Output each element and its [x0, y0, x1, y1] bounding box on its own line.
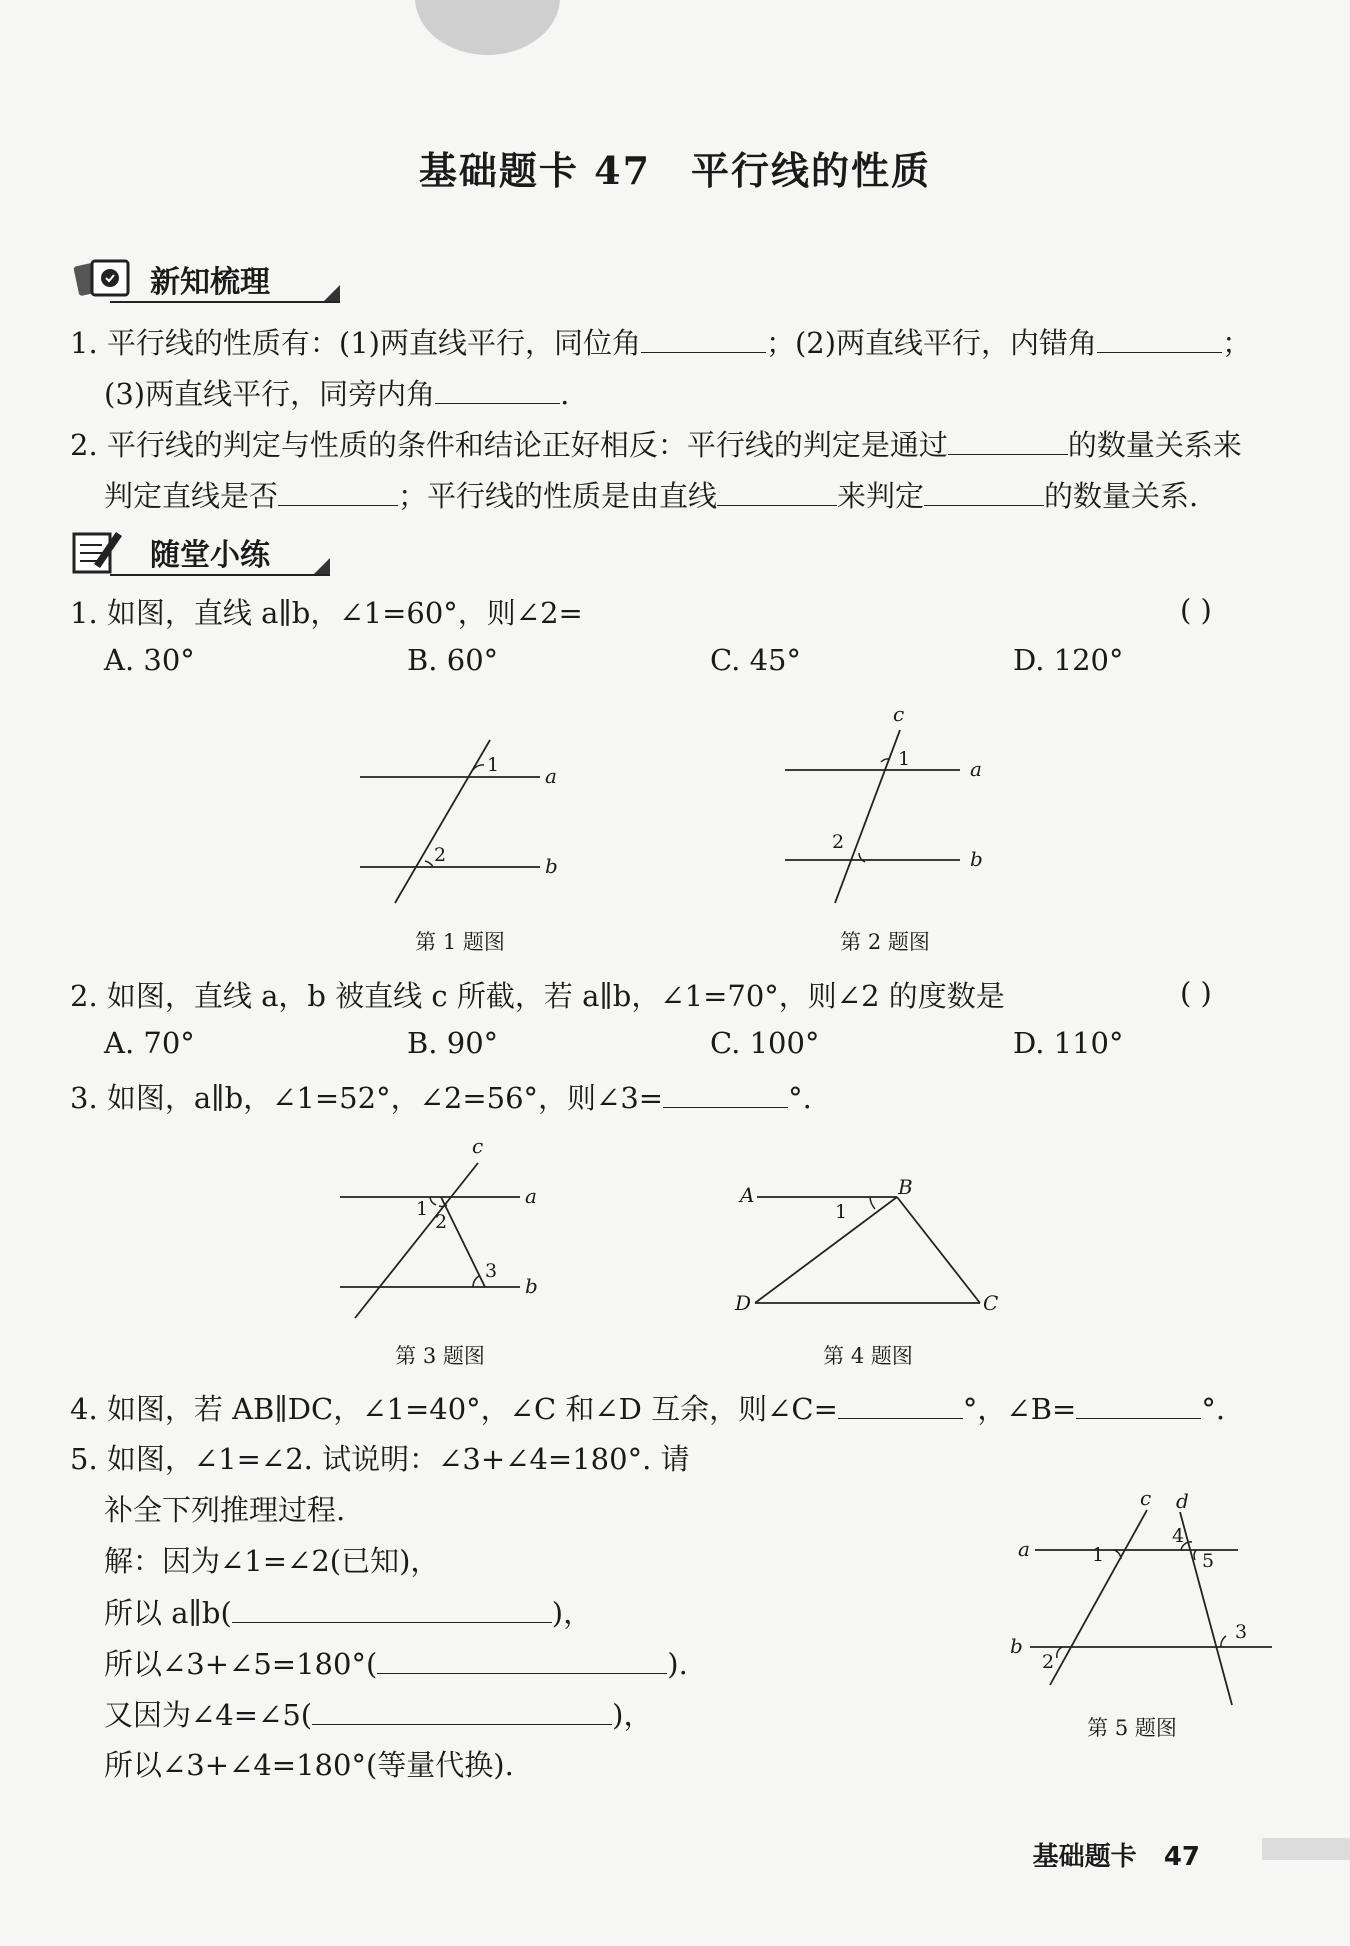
line-label: c [893, 702, 905, 726]
footer-bar [1262, 1838, 1350, 1860]
figure-caption: 第 3 题图 [395, 1344, 485, 1368]
knowledge-q1-line1: 1. 平行线的性质有：(1)两直线平行，同位角 ；(2)两直线平行，内错角 ； [70, 322, 1251, 363]
angle-label: 3 [485, 1260, 498, 1282]
option-c[interactable]: C. 45° [710, 643, 801, 677]
practice-q3: 3. 如图，a∥b，∠1=52°，∠2=56°，则∠3= °. [70, 1077, 812, 1118]
title-sub: 平行线的性质 [691, 148, 932, 193]
angle-label: 1 [1092, 1544, 1105, 1566]
section-header-new-knowledge [70, 255, 340, 303]
figure-caption: 第 2 题图 [840, 930, 930, 954]
option-d[interactable]: D. 110° [1013, 1026, 1124, 1060]
angle-label: 2 [1042, 1651, 1055, 1673]
blank[interactable] [663, 1077, 788, 1108]
section-title: 随堂小练 [150, 538, 270, 573]
practice-q4: 4. 如图，若 AB∥DC，∠1=40°，∠C 和∠D 互余，则∠C= °，∠B= °. [70, 1388, 1225, 1429]
blank[interactable] [232, 1592, 552, 1623]
section-underline [110, 301, 340, 303]
figure-3 [335, 1135, 565, 1325]
option-a[interactable]: A. 70° [104, 1026, 195, 1060]
angle-label: 1 [416, 1198, 429, 1220]
line-label: c [1140, 1486, 1152, 1510]
practice-q5: 5. 如图，∠1=∠2. 试说明：∠3+∠4=180°. 请 [70, 1442, 690, 1476]
practice-q5-line5: 所以∠3+∠5=180°( ). [104, 1643, 688, 1684]
practice-q5-line7: 所以∠3+∠4=180°(等量代换). [104, 1748, 514, 1782]
angle-label: 3 [1235, 1621, 1248, 1643]
angle-label: 2 [434, 844, 447, 866]
blank[interactable] [948, 424, 1068, 455]
blank[interactable] [278, 475, 398, 506]
vertex-label: C [983, 1291, 999, 1315]
option-a[interactable]: A. 30° [104, 643, 195, 677]
angle-label: 2 [832, 831, 845, 853]
vertex-label: B [898, 1175, 913, 1199]
line-label: b [970, 847, 983, 871]
blank[interactable] [924, 475, 1044, 506]
line-label: a [1018, 1537, 1030, 1561]
vertex-label: A [740, 1183, 755, 1207]
angle-label: 1 [898, 748, 911, 770]
figure-2 [780, 702, 1000, 905]
line-label: c [472, 1134, 484, 1158]
figure-1 [355, 735, 575, 905]
answer-paren[interactable]: ( ) [1180, 976, 1212, 1010]
top-tab-decoration [415, 0, 560, 55]
page-number: 47 [1163, 1842, 1200, 1872]
blank[interactable] [377, 1643, 667, 1674]
blank[interactable] [641, 322, 766, 353]
section-header-practice [70, 528, 340, 576]
page-title [0, 140, 1350, 195]
answer-paren[interactable]: ( ) [1180, 593, 1212, 627]
line-label: b [545, 854, 558, 878]
figure-4 [735, 1170, 999, 1320]
option-b[interactable]: B. 60° [407, 643, 499, 677]
option-c[interactable]: C. 100° [710, 1026, 820, 1060]
section-title: 新知梳理 [150, 265, 270, 300]
vertex-label: D [735, 1291, 752, 1315]
line-label: a [970, 757, 982, 781]
line-label: a [545, 764, 557, 788]
notebook-pencil-icon [70, 528, 140, 576]
blank[interactable] [312, 1694, 612, 1725]
figure-caption: 第 4 题图 [823, 1344, 913, 1368]
footer-label: 基础题卡 [1032, 1842, 1137, 1872]
knowledge-q2-line2: 判定直线是否 ；平行线的性质是由直线 来判定 的数量关系. [104, 475, 1198, 516]
line-label: b [525, 1274, 538, 1298]
practice-q2: 2. 如图，直线 a，b 被直线 c 所截，若 a∥b，∠1=70°，则∠2 的度数是 [70, 979, 1005, 1013]
knowledge-q2-line1: 2. 平行线的判定与性质的条件和结论正好相反：平行线的判定是通过 的数量关系来 [70, 424, 1242, 465]
figure-caption: 第 5 题图 [1087, 1716, 1177, 1740]
practice-q1: 1. 如图，直线 a∥b，∠1=60°，则∠2= [70, 596, 583, 630]
blank[interactable] [1097, 322, 1222, 353]
option-d[interactable]: D. 120° [1013, 643, 1124, 677]
option-b[interactable]: B. 90° [407, 1026, 499, 1060]
practice-q5-line3: 解：因为∠1=∠2(已知)， [104, 1544, 440, 1578]
blank[interactable] [435, 373, 560, 404]
blank[interactable] [717, 475, 837, 506]
section-underline [110, 574, 330, 576]
blank[interactable] [1076, 1388, 1201, 1419]
page-footer [1033, 1836, 1200, 1873]
angle-label: 5 [1202, 1550, 1215, 1572]
angle-label: 1 [835, 1201, 848, 1223]
section-triangle [324, 285, 340, 301]
line-label: a [525, 1184, 537, 1208]
line-label: d [1176, 1489, 1189, 1513]
cards-icon [70, 255, 140, 303]
line-label: b [1010, 1634, 1023, 1658]
figure-caption: 第 1 题图 [415, 930, 505, 954]
angle-label: 2 [435, 1211, 448, 1233]
blank[interactable] [838, 1388, 963, 1419]
title-main: 基础题卡 47 [418, 148, 652, 193]
angle-label: 4 [1172, 1525, 1185, 1547]
practice-q5-line4: 所以 a∥b( )， [104, 1592, 592, 1633]
section-triangle [314, 558, 330, 574]
knowledge-q1-line2: (3)两直线平行，同旁内角 . [104, 373, 569, 414]
angle-label: 1 [487, 754, 500, 776]
practice-q5-line6: 又因为∠4=∠5( )， [104, 1694, 652, 1735]
figure-5 [1010, 1486, 1290, 1720]
practice-q5-line2: 补全下列推理过程. [104, 1493, 346, 1527]
